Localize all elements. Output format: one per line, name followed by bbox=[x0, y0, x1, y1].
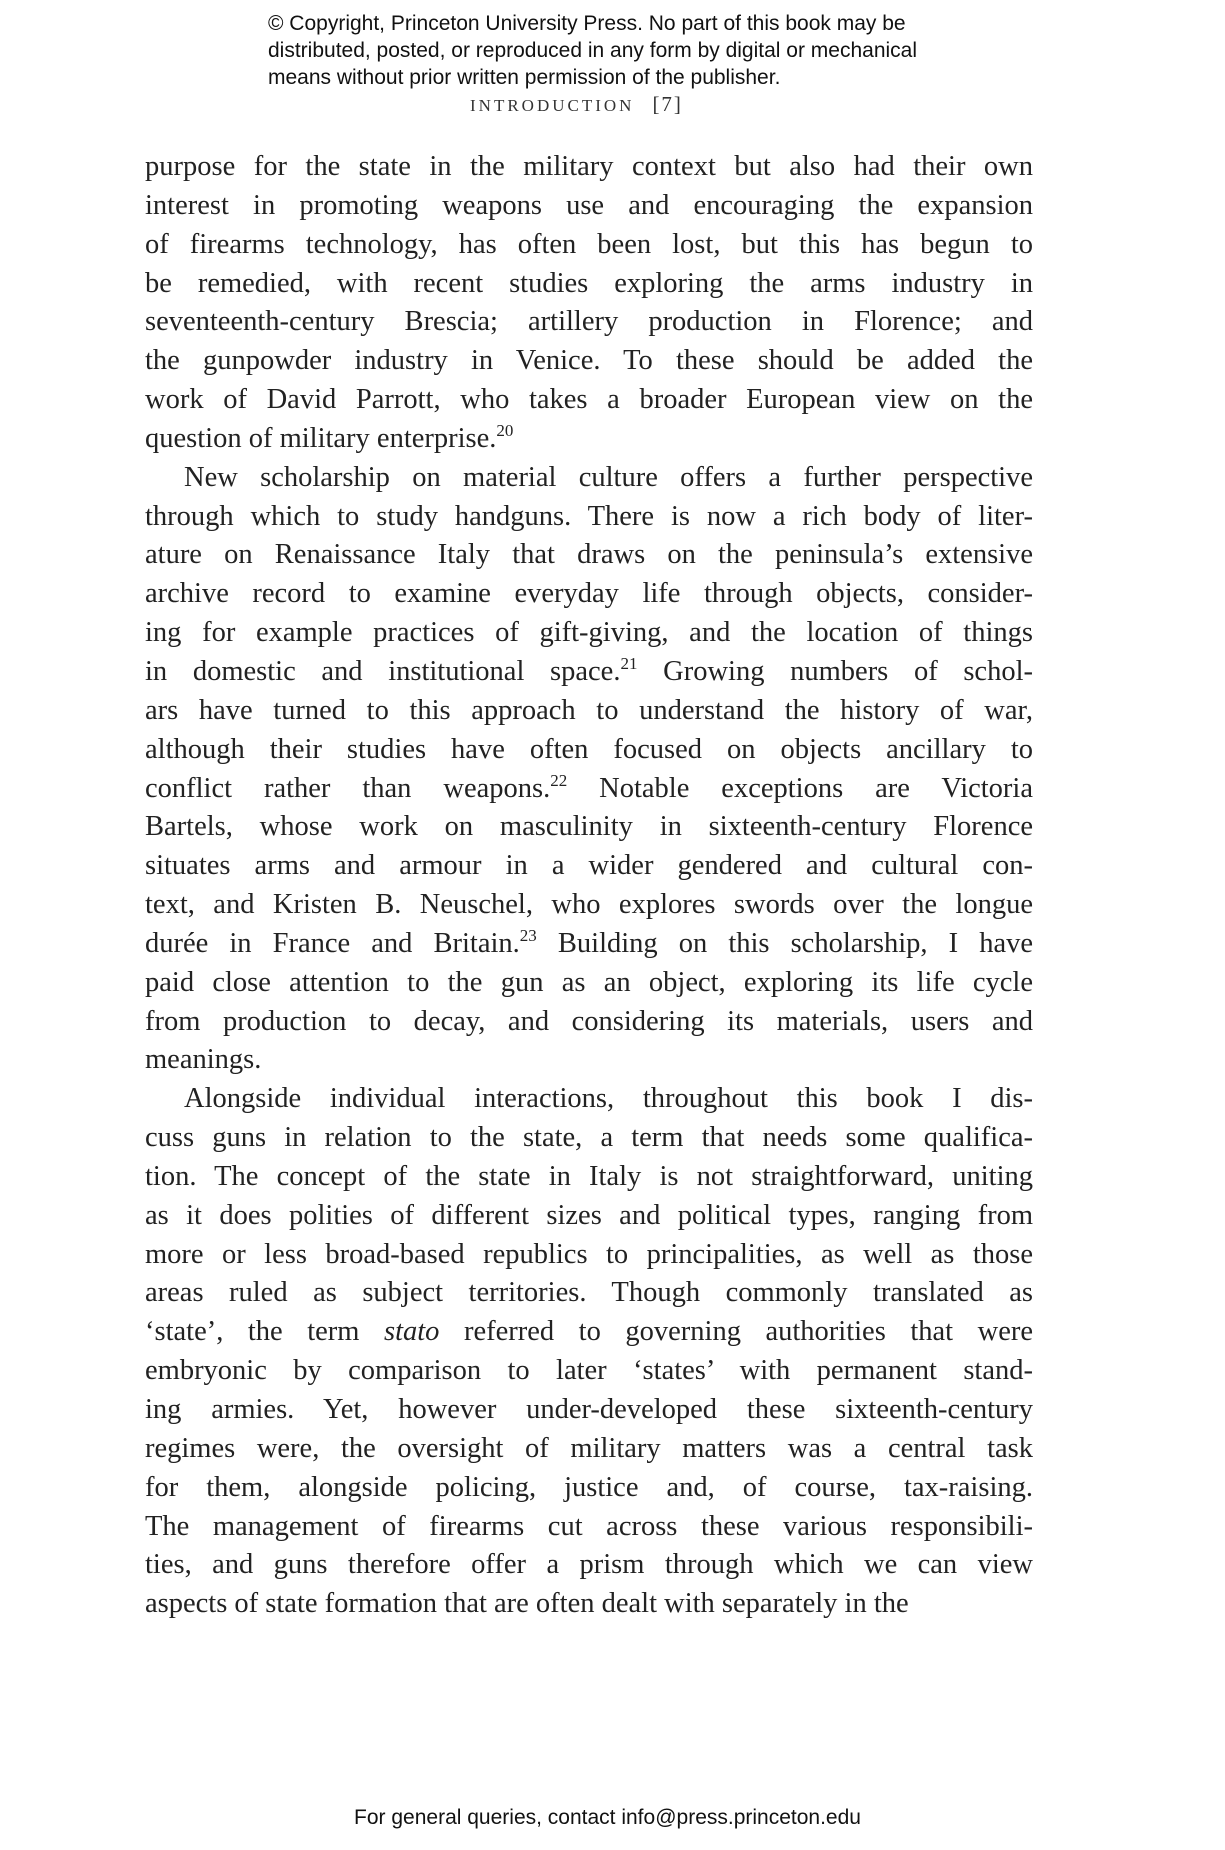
text-line: through which to study handguns. There is now a rich body of liter- bbox=[145, 500, 1033, 532]
text-line: ing armies. Yet, however under-developed these sixteenth-century bbox=[145, 1394, 1033, 1425]
text-line: areas ruled as subject territories. Though commonly translated as bbox=[145, 1277, 1033, 1309]
text-line: durée in France and Britain.$^{23}$ Building on this scholarship, I have bbox=[145, 925, 1033, 959]
copyright-line: © Copyright, Princeton University Press. No part of this book may be bbox=[268, 12, 906, 35]
text-line: from production to decay, and considering its materials, users and bbox=[145, 1005, 1033, 1037]
text-line: as it does polities of different sizes and political types, ranging from bbox=[145, 1199, 1033, 1231]
text-line: ars have turned to this approach to understand the history of war, bbox=[145, 694, 1033, 726]
text-line: ature on Renaissance Italy that draws on the peninsula’s extensive bbox=[145, 539, 1033, 571]
text-line: Alongside individual interactions, throughout this book I dis- bbox=[184, 1083, 1033, 1115]
italic-term: stato bbox=[384, 1316, 440, 1348]
text-line: aspects of state formation that are often dealt with separately in the bbox=[145, 1588, 909, 1620]
text-line: more or less broad-based republics to principalities, as well as those bbox=[145, 1238, 1033, 1270]
footnote-ref[interactable]: 23 bbox=[519, 925, 537, 945]
text-line: purpose for the state in the military context but also had their own bbox=[145, 151, 1033, 182]
text-line: conflict rather than weapons.$^{22}$ Notable exceptions are Victoria bbox=[145, 770, 1033, 804]
text-line: of firearms technology, has often been lost, but this has begun to bbox=[145, 228, 1033, 260]
copyright-line: distributed, posted, or reproduced in any form by digital or mechanical bbox=[268, 39, 918, 62]
text-line: ing for example practices of gift-giving, and the location of things bbox=[145, 617, 1033, 649]
text-line: ties, and guns therefore offer a prism through which we can view bbox=[145, 1549, 1033, 1581]
chapter-title: INTRODUCTION bbox=[470, 96, 635, 115]
text-line: text, and Kristen B. Neuschel, who explores swords over the longue bbox=[145, 889, 1033, 921]
text-line: archive record to examine everyday life through objects, consider- bbox=[145, 578, 1033, 610]
running-head bbox=[470, 92, 683, 117]
footer-contact bbox=[0, 1806, 1225, 1830]
text-line: The management of firearms cut across these various responsibili- bbox=[145, 1510, 1033, 1542]
text-line: embryonic by comparison to later ‘states’ with permanent stand- bbox=[145, 1355, 1033, 1387]
text-line: question of military enterprise.$^{20}$ bbox=[145, 420, 514, 454]
body-text bbox=[145, 148, 1033, 1624]
footnote-ref[interactable]: 22 bbox=[550, 770, 568, 790]
text-line: be remedied, with recent studies exploring the arms industry in bbox=[145, 267, 1033, 299]
text-line: cuss guns in relation to the state, a term that needs some qualifica- bbox=[145, 1122, 1033, 1154]
text-line: in domestic and institutional space.$^{21}$ Growing numbers of schol- bbox=[145, 653, 1033, 687]
copyright-line: means without prior written permission of the publisher. bbox=[268, 66, 781, 89]
page-number: [7] bbox=[652, 92, 683, 116]
text-line: regimes were, the oversight of military matters was a central task bbox=[145, 1432, 1033, 1464]
footnote-ref[interactable]: 20 bbox=[496, 420, 514, 440]
paragraph bbox=[145, 148, 1033, 459]
paragraph bbox=[145, 459, 1033, 1081]
text-line: situates arms and armour in a wider gendered and cultural con- bbox=[145, 850, 1033, 882]
text-line: work of David Parrott, who takes a broader European view on the bbox=[145, 384, 1033, 416]
paragraph bbox=[145, 1080, 1033, 1624]
text-line: seventeenth-century Brescia; artillery production in Florence; and bbox=[145, 306, 1033, 338]
text-line: New scholarship on material culture offers a further perspective bbox=[184, 461, 1033, 493]
text-line: meanings. bbox=[145, 1044, 262, 1076]
text-line: the gunpowder industry in Venice. To these should be added the bbox=[145, 345, 1033, 377]
text-line: interest in promoting weapons use and encouraging the expansion bbox=[145, 189, 1033, 221]
text-line: Bartels, whose work on masculinity in sixteenth-century Florence bbox=[145, 811, 1033, 843]
text-line: paid close attention to the gun as an object, exploring its life cycle bbox=[145, 966, 1033, 998]
text-line: ‘state’, the term stato referred to governing authorities that were bbox=[145, 1316, 1033, 1348]
text-line: tion. The concept of the state in Italy is not straightforward, uniting bbox=[145, 1160, 1033, 1192]
footer-text: For general queries, contact info@press.princeton.edu bbox=[354, 1806, 861, 1829]
text-line: although their studies have often focused on objects ancillary to bbox=[145, 733, 1033, 765]
copyright-notice bbox=[268, 10, 968, 91]
footnote-ref[interactable]: 21 bbox=[620, 653, 638, 673]
text-line: for them, alongside policing, justice and, of course, tax-raising. bbox=[145, 1471, 1033, 1503]
